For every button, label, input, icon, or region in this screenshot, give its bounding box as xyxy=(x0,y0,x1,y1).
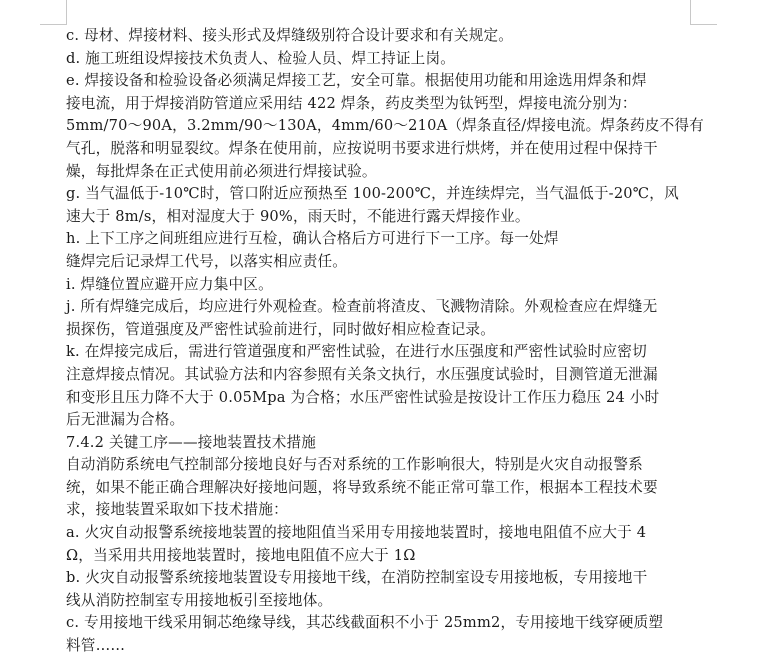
text-line: h. 上下工序之间班组应进行互检，确认合格后方可进行下一工序。每一处焊 xyxy=(66,230,559,248)
text-line: c. 母材、焊接材料、接头形式及焊缝级别符合设计要求和有关规定。 xyxy=(66,27,514,44)
margin-corner-mark-left xyxy=(40,0,67,25)
text-line: 损探伤，管道强度及严密性试验前进行，同时做好相应检查记录。 xyxy=(66,320,496,338)
text-line: Ω，当采用共用接地装置时，接地电阻值不应大于 1Ω xyxy=(66,546,416,564)
text-line: i. 焊缝位置应避开应力集中区。 xyxy=(66,275,273,293)
text-line: j. 所有焊缝完成后，均应进行外观检查。检查前将渣皮、飞溅物清除。外观检查应在焊缝无 xyxy=(66,298,658,316)
text-line: 统，如果不能正确合理解决好接地问题，将导致系统不能正常可靠工作，根据本工程技术要 xyxy=(66,478,658,496)
text-line: 后无泄漏为合格。 xyxy=(66,411,185,429)
section-heading: 7.4.2 关键工序——接地装置技术措施 xyxy=(66,433,317,451)
text-line: 燥，每批焊条在正式使用前必须进行焊接试验。 xyxy=(66,162,377,180)
text-line: b. 火灾自动报警系统接地装置设专用接地干线，在消防控制室设专用接地板，专用接地干 xyxy=(66,569,648,587)
text-line: 自动消防系统电气控制部分接地良好与否对系统的工作影响很大，特别是火灾自动报警系 xyxy=(66,456,643,474)
text-line: c. 专用接地干线采用铜芯绝缘导线，其芯线截面积不小于 25mm2，专用接地干线穿硬质塑 xyxy=(66,614,664,632)
text-line: d. 施工班组设焊接技术负责人、检验人员、焊工持证上岗。 xyxy=(66,49,456,67)
document-body xyxy=(66,25,704,658)
text-line: g. 当气温低于-10℃时，管口附近应预热至 100-200℃，并连续焊完，当气温低于-20℃，风 xyxy=(66,185,679,203)
text-line: 5mm/70～90A，3.2mm/90～130A，4mm/60～210A（焊条直径/焊接电流。焊条药皮不得有 xyxy=(66,117,704,135)
text-line: 和变形且压力降不大于 0.05Mpa 为合格；水压严密性试验是按设计工作压力稳压 24 小时 xyxy=(66,388,660,406)
text-line: 气孔，脱落和明显裂纹。焊条在使用前，应按说明书要求进行烘烤，并在使用过程中保持干 xyxy=(66,139,658,157)
text-line: 求，接地装置采取如下技术措施： xyxy=(66,501,288,519)
text-line: 线从消防控制室专用接地板引至接地体。 xyxy=(66,591,333,609)
text-line: k. 在焊接完成后，需进行管道强度和严密性试验，在进行水压强度和严密性试验时应密切 xyxy=(66,343,647,361)
text-line: 接电流，用于焊接消防管道应采用结 422 焊条，药皮类型为钛钙型，焊接电流分别为： xyxy=(66,94,637,112)
margin-corner-mark-right xyxy=(690,0,717,25)
text-line: 速大于 8m/s，相对湿度大于 90%，雨天时，不能进行露天焊接作业。 xyxy=(66,207,530,225)
text-line: e. 焊接设备和检验设备必须满足焊接工艺，安全可靠。根据使用功能和用途选用焊条和焊 xyxy=(66,72,647,90)
text-line: 缝焊完后记录焊工代号，以落实相应责任。 xyxy=(66,252,348,270)
text-line: a. 火灾自动报警系统接地装置的接地阻值当采用专用接地装置时，接地电阻值不应大于 4 xyxy=(66,524,647,542)
text-line: 注意焊接点情况。其试验方法和内容参照有关条文执行，水压强度试验时，目测管道无泄漏 xyxy=(66,365,658,383)
text-line: 料管…… xyxy=(66,637,126,655)
